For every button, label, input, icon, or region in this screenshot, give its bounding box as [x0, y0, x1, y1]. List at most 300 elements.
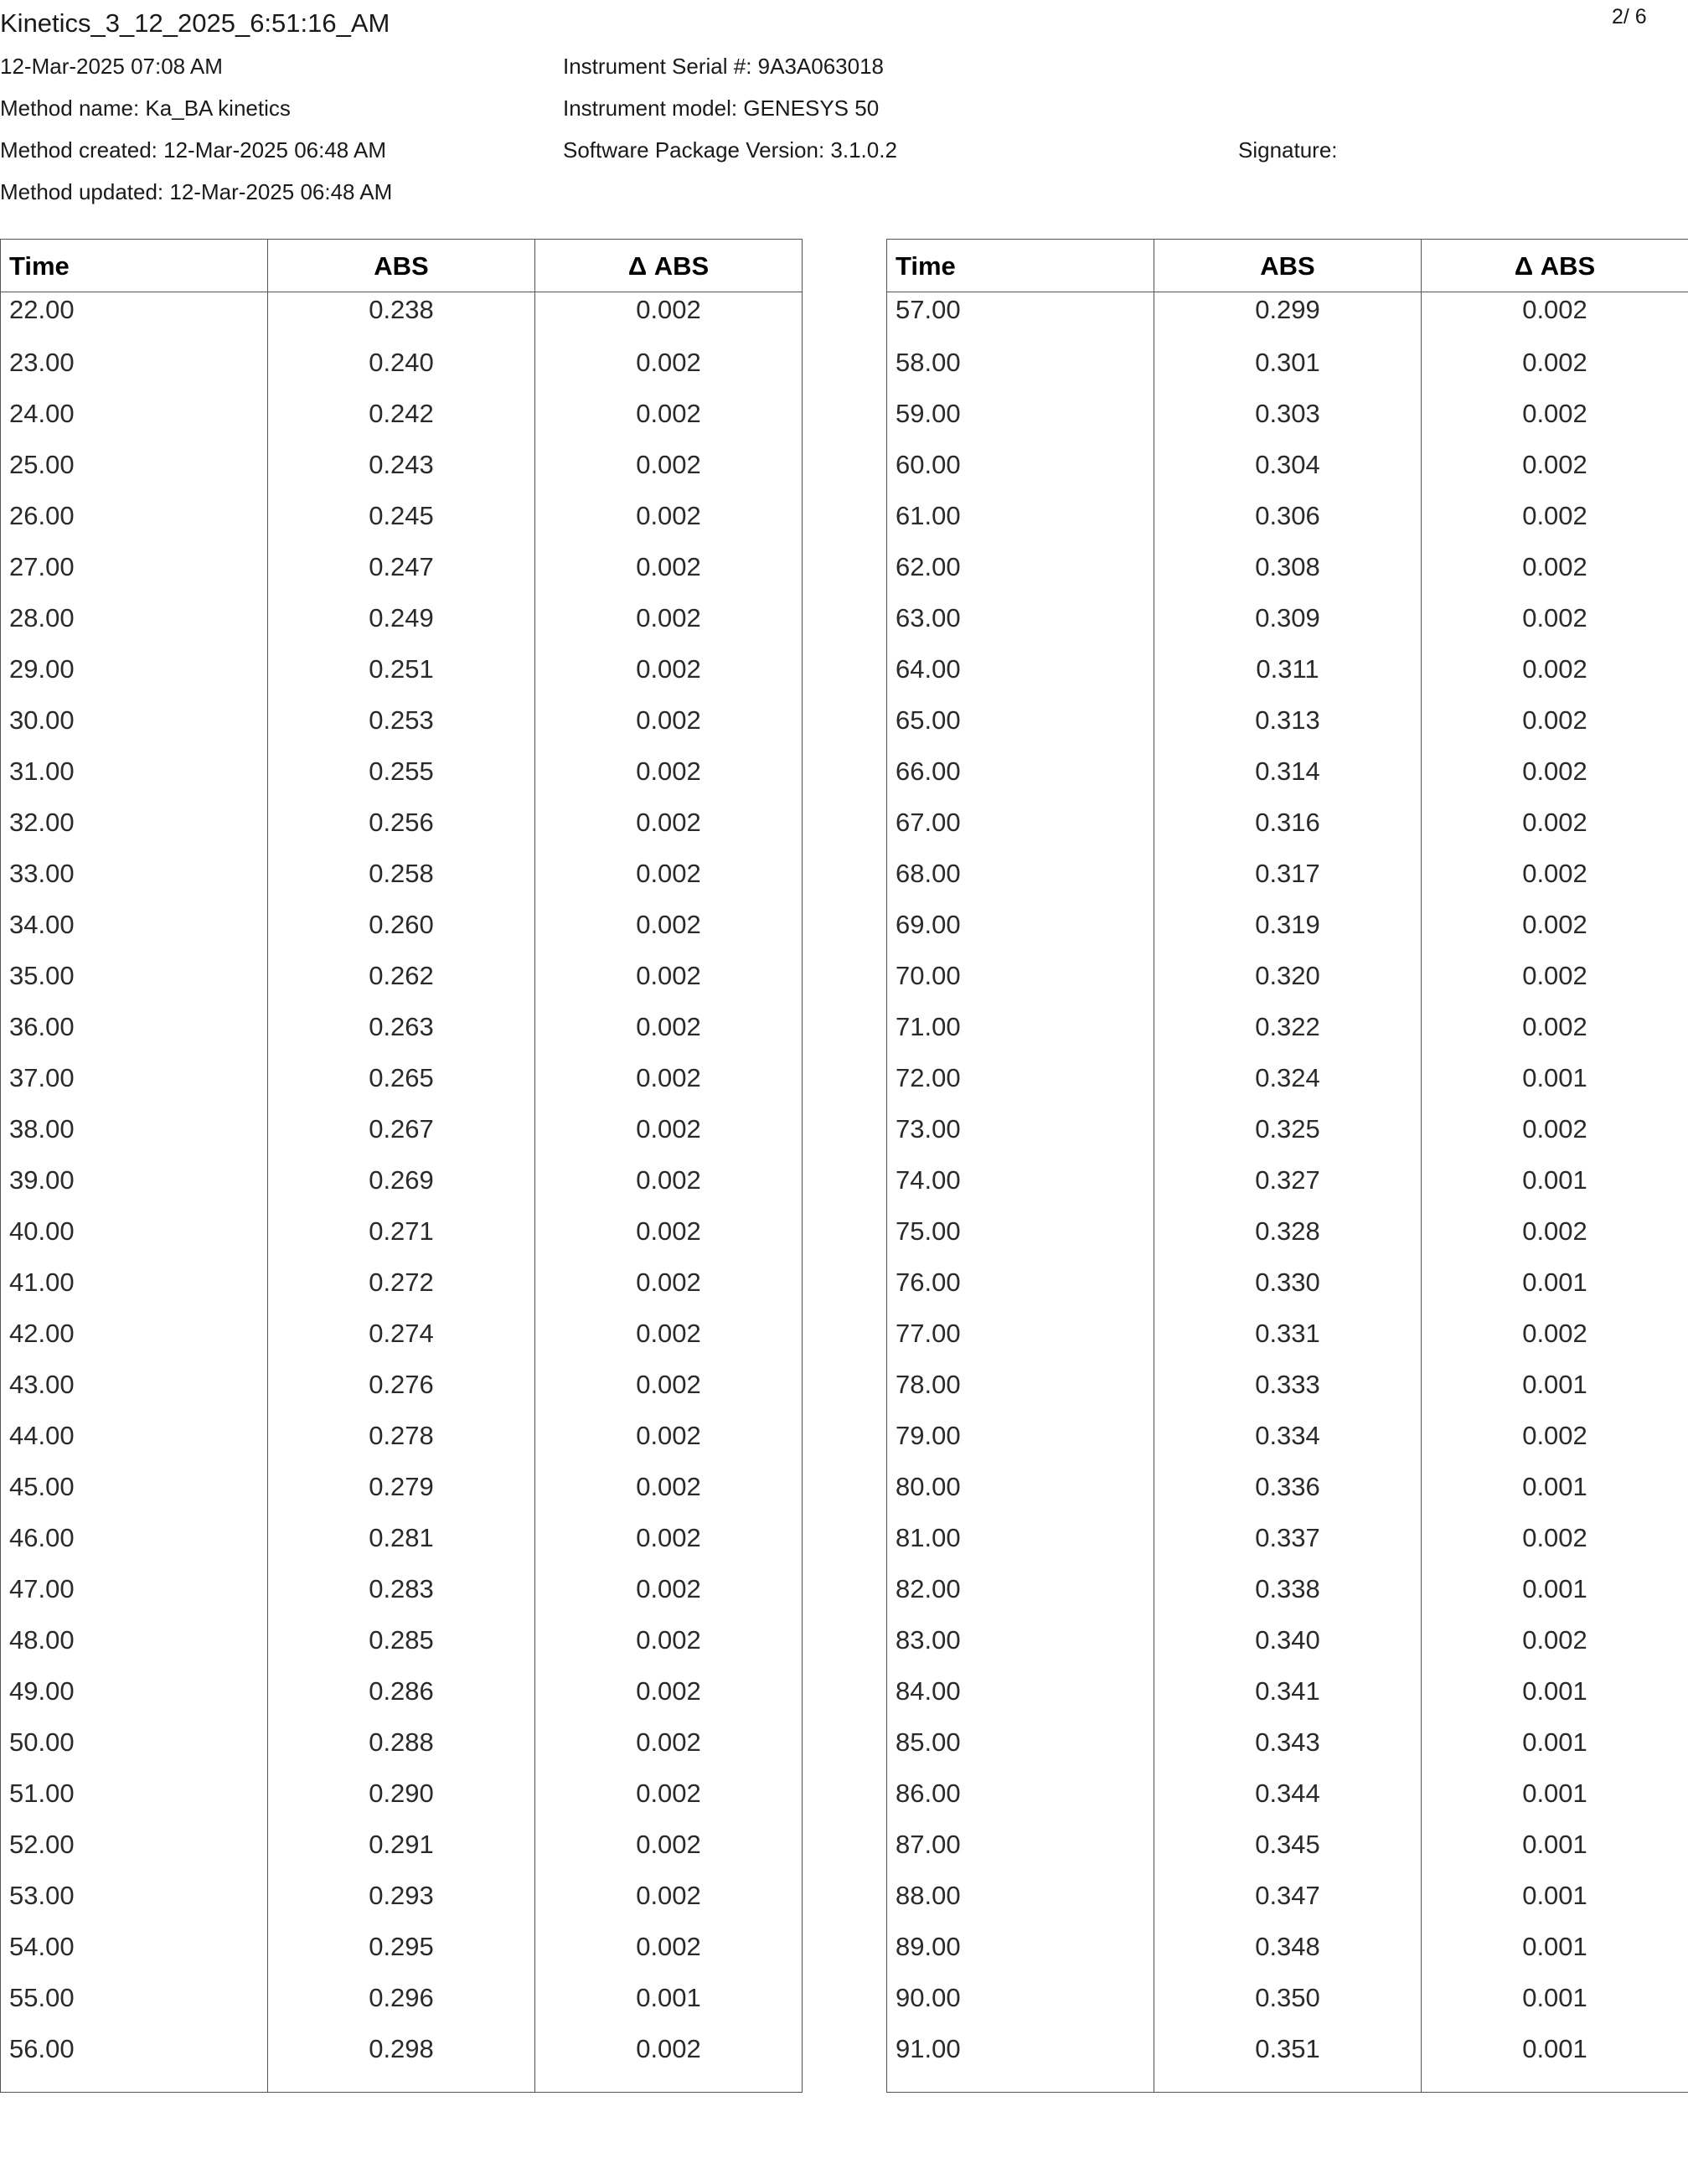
cell-abs: 0.251: [268, 650, 535, 701]
cell-delta-abs: 0.002: [535, 2030, 803, 2093]
cell-abs: 0.319: [1154, 906, 1422, 957]
cell-abs: 0.333: [1154, 1366, 1422, 1417]
table-row: [1, 1519, 803, 1570]
column-header-time: Time: [887, 240, 1154, 292]
report-datetime: 12-Mar-2025 07:08 AM: [0, 54, 223, 79]
table-row: [887, 2030, 1688, 2093]
cell-delta-abs: 0.001: [1422, 1366, 1688, 1417]
cell-abs: 0.240: [268, 343, 535, 395]
table-row: [1, 1672, 803, 1723]
cell-time: 22.00: [1, 292, 268, 343]
table-row: [1, 1979, 803, 2030]
cell-time: 60.00: [887, 446, 1154, 497]
cell-time: 42.00: [1, 1314, 268, 1366]
cell-time: 62.00: [887, 548, 1154, 599]
cell-abs: 0.291: [268, 1825, 535, 1877]
table-row: [887, 1672, 1688, 1723]
cell-time: 57.00: [887, 292, 1154, 343]
cell-time: 52.00: [1, 1825, 268, 1877]
cell-delta-abs: 0.001: [1422, 1825, 1688, 1877]
table-row: [887, 1825, 1688, 1877]
cell-time: 25.00: [1, 446, 268, 497]
cell-abs: 0.245: [268, 497, 535, 548]
table-row: [1, 1161, 803, 1212]
table-row: [1, 906, 803, 957]
cell-abs: 0.351: [1154, 2030, 1422, 2093]
table-row: [887, 1621, 1688, 1672]
cell-time: 41.00: [1, 1263, 268, 1314]
cell-delta-abs: 0.002: [535, 1366, 803, 1417]
cell-time: 81.00: [887, 1519, 1154, 1570]
table-header-row: [887, 240, 1688, 292]
cell-delta-abs: 0.002: [1422, 854, 1688, 906]
cell-time: 31.00: [1, 752, 268, 803]
cell-abs: 0.313: [1154, 701, 1422, 752]
cell-delta-abs: 0.002: [535, 548, 803, 599]
cell-time: 61.00: [887, 497, 1154, 548]
cell-abs: 0.350: [1154, 1979, 1422, 2030]
cell-abs: 0.345: [1154, 1825, 1422, 1877]
cell-abs: 0.347: [1154, 1877, 1422, 1928]
cell-abs: 0.274: [268, 1314, 535, 1366]
cell-delta-abs: 0.002: [1422, 446, 1688, 497]
cell-delta-abs: 0.002: [535, 1774, 803, 1825]
cell-time: 30.00: [1, 701, 268, 752]
table-row: [1, 1621, 803, 1672]
cell-delta-abs: 0.002: [535, 1825, 803, 1877]
cell-abs: 0.316: [1154, 803, 1422, 854]
cell-abs: 0.279: [268, 1468, 535, 1519]
table-row: [887, 395, 1688, 446]
cell-time: 32.00: [1, 803, 268, 854]
instrument-serial: Instrument Serial #: 9A3A063018: [563, 54, 885, 79]
data-table-right: [886, 239, 1688, 2093]
cell-abs: 0.301: [1154, 343, 1422, 395]
cell-abs: 0.328: [1154, 1212, 1422, 1263]
column-header-delta-abs: Δ ABS: [535, 240, 803, 292]
cell-delta-abs: 0.002: [1422, 1212, 1688, 1263]
cell-abs: 0.286: [268, 1672, 535, 1723]
cell-delta-abs: 0.002: [535, 1468, 803, 1519]
document-title: Kinetics_3_12_2025_6:51:16_AM: [0, 8, 390, 38]
cell-time: 71.00: [887, 1008, 1154, 1059]
method-updated: Method updated: 12-Mar-2025 06:48 AM: [0, 179, 393, 204]
cell-abs: 0.299: [1154, 292, 1422, 343]
method-name: Method name: Ka_BA kinetics: [0, 96, 291, 121]
table-row: [887, 1928, 1688, 1979]
cell-abs: 0.309: [1154, 599, 1422, 650]
table-row: [887, 1877, 1688, 1928]
cell-delta-abs: 0.002: [1422, 752, 1688, 803]
cell-abs: 0.344: [1154, 1774, 1422, 1825]
cell-delta-abs: 0.002: [1422, 906, 1688, 957]
table-row: [1, 650, 803, 701]
cell-delta-abs: 0.002: [535, 1263, 803, 1314]
cell-time: 88.00: [887, 1877, 1154, 1928]
cell-delta-abs: 0.002: [535, 1723, 803, 1774]
table-row: [887, 1570, 1688, 1621]
cell-time: 50.00: [1, 1723, 268, 1774]
table-row: [1, 1570, 803, 1621]
table-row: [887, 1059, 1688, 1110]
table-row: [887, 1161, 1688, 1212]
cell-abs: 0.288: [268, 1723, 535, 1774]
cell-delta-abs: 0.002: [535, 1314, 803, 1366]
table-row: [1, 292, 803, 343]
cell-abs: 0.331: [1154, 1314, 1422, 1366]
cell-delta-abs: 0.001: [1422, 1928, 1688, 1979]
cell-time: 56.00: [1, 2030, 268, 2093]
cell-delta-abs: 0.001: [1422, 1979, 1688, 2030]
table-row: [887, 497, 1688, 548]
cell-time: 49.00: [1, 1672, 268, 1723]
table-row: [1, 497, 803, 548]
cell-time: 28.00: [1, 599, 268, 650]
table-row: [887, 446, 1688, 497]
cell-abs: 0.267: [268, 1110, 535, 1161]
cell-abs: 0.303: [1154, 395, 1422, 446]
table-row: [887, 343, 1688, 395]
cell-time: 76.00: [887, 1263, 1154, 1314]
table-row: [1, 1314, 803, 1366]
table-row: [887, 1723, 1688, 1774]
table-row: [1, 752, 803, 803]
cell-delta-abs: 0.002: [1422, 497, 1688, 548]
cell-time: 72.00: [887, 1059, 1154, 1110]
cell-delta-abs: 0.002: [535, 1008, 803, 1059]
cell-time: 23.00: [1, 343, 268, 395]
cell-abs: 0.271: [268, 1212, 535, 1263]
cell-abs: 0.283: [268, 1570, 535, 1621]
cell-abs: 0.348: [1154, 1928, 1422, 1979]
cell-abs: 0.238: [268, 292, 535, 343]
table-row: [1, 1928, 803, 1979]
cell-delta-abs: 0.002: [1422, 395, 1688, 446]
cell-delta-abs: 0.001: [1422, 1263, 1688, 1314]
cell-delta-abs: 0.002: [1422, 1621, 1688, 1672]
cell-delta-abs: 0.002: [1422, 803, 1688, 854]
cell-delta-abs: 0.001: [1422, 1672, 1688, 1723]
cell-delta-abs: 0.001: [1422, 1468, 1688, 1519]
table-row: [887, 957, 1688, 1008]
cell-abs: 0.306: [1154, 497, 1422, 548]
table-row: [887, 854, 1688, 906]
cell-abs: 0.298: [268, 2030, 535, 2093]
cell-abs: 0.276: [268, 1366, 535, 1417]
cell-time: 91.00: [887, 2030, 1154, 2093]
cell-delta-abs: 0.002: [535, 1059, 803, 1110]
cell-abs: 0.256: [268, 803, 535, 854]
cell-time: 66.00: [887, 752, 1154, 803]
cell-abs: 0.262: [268, 957, 535, 1008]
table-row: [887, 1774, 1688, 1825]
cell-abs: 0.341: [1154, 1672, 1422, 1723]
table-row: [887, 548, 1688, 599]
table-row: [1, 701, 803, 752]
cell-abs: 0.338: [1154, 1570, 1422, 1621]
cell-abs: 0.314: [1154, 752, 1422, 803]
cell-delta-abs: 0.002: [1422, 548, 1688, 599]
cell-time: 47.00: [1, 1570, 268, 1621]
cell-abs: 0.317: [1154, 854, 1422, 906]
cell-delta-abs: 0.002: [1422, 343, 1688, 395]
table-row: [1, 1110, 803, 1161]
method-created: Method created: 12-Mar-2025 06:48 AM: [0, 137, 387, 163]
cell-abs: 0.324: [1154, 1059, 1422, 1110]
cell-delta-abs: 0.002: [535, 1877, 803, 1928]
cell-delta-abs: 0.002: [535, 599, 803, 650]
table-row: [1, 957, 803, 1008]
cell-abs: 0.269: [268, 1161, 535, 1212]
cell-delta-abs: 0.001: [1422, 1723, 1688, 1774]
table-row: [887, 1979, 1688, 2030]
cell-delta-abs: 0.002: [535, 1212, 803, 1263]
cell-abs: 0.296: [268, 1979, 535, 2030]
cell-delta-abs: 0.002: [1422, 701, 1688, 752]
cell-time: 51.00: [1, 1774, 268, 1825]
table-row: [887, 906, 1688, 957]
cell-delta-abs: 0.002: [535, 1621, 803, 1672]
table-row: [1, 1059, 803, 1110]
cell-delta-abs: 0.002: [535, 752, 803, 803]
cell-time: 67.00: [887, 803, 1154, 854]
cell-time: 46.00: [1, 1519, 268, 1570]
cell-time: 58.00: [887, 343, 1154, 395]
cell-time: 33.00: [1, 854, 268, 906]
cell-delta-abs: 0.001: [535, 1979, 803, 2030]
table-row: [887, 752, 1688, 803]
table-row: [1, 1366, 803, 1417]
table-row: [1, 1468, 803, 1519]
table-row: [1, 1417, 803, 1468]
cell-abs: 0.325: [1154, 1110, 1422, 1161]
cell-delta-abs: 0.002: [535, 701, 803, 752]
cell-delta-abs: 0.002: [535, 343, 803, 395]
cell-delta-abs: 0.002: [535, 1928, 803, 1979]
cell-delta-abs: 0.002: [535, 1519, 803, 1570]
cell-abs: 0.260: [268, 906, 535, 957]
table-row: [887, 1468, 1688, 1519]
cell-delta-abs: 0.002: [535, 854, 803, 906]
cell-abs: 0.334: [1154, 1417, 1422, 1468]
cell-abs: 0.340: [1154, 1621, 1422, 1672]
cell-time: 59.00: [887, 395, 1154, 446]
cell-time: 54.00: [1, 1928, 268, 1979]
cell-delta-abs: 0.002: [1422, 957, 1688, 1008]
cell-abs: 0.293: [268, 1877, 535, 1928]
table-row: [1, 343, 803, 395]
cell-abs: 0.265: [268, 1059, 535, 1110]
cell-delta-abs: 0.002: [535, 1161, 803, 1212]
cell-time: 38.00: [1, 1110, 268, 1161]
cell-abs: 0.285: [268, 1621, 535, 1672]
cell-delta-abs: 0.001: [1422, 1877, 1688, 1928]
cell-time: 35.00: [1, 957, 268, 1008]
column-header-time: Time: [1, 240, 268, 292]
cell-delta-abs: 0.002: [535, 497, 803, 548]
software-version: Software Package Version: 3.1.0.2: [563, 137, 897, 163]
cell-abs: 0.327: [1154, 1161, 1422, 1212]
table-row: [1, 1877, 803, 1928]
cell-time: 78.00: [887, 1366, 1154, 1417]
table-row: [1, 1008, 803, 1059]
cell-time: 63.00: [887, 599, 1154, 650]
table-row: [887, 803, 1688, 854]
cell-time: 29.00: [1, 650, 268, 701]
cell-delta-abs: 0.002: [535, 292, 803, 343]
cell-abs: 0.290: [268, 1774, 535, 1825]
cell-abs: 0.295: [268, 1928, 535, 1979]
data-table-left: [0, 239, 803, 2093]
signature-label: Signature:: [1238, 137, 1338, 163]
table-row: [887, 1417, 1688, 1468]
cell-time: 45.00: [1, 1468, 268, 1519]
cell-time: 26.00: [1, 497, 268, 548]
cell-delta-abs: 0.001: [1422, 2030, 1688, 2093]
table-row: [887, 292, 1688, 343]
cell-abs: 0.343: [1154, 1723, 1422, 1774]
table-row: [1, 2030, 803, 2093]
cell-delta-abs: 0.001: [1422, 1059, 1688, 1110]
cell-delta-abs: 0.002: [1422, 292, 1688, 343]
cell-time: 44.00: [1, 1417, 268, 1468]
cell-time: 65.00: [887, 701, 1154, 752]
table-row: [1, 1723, 803, 1774]
cell-delta-abs: 0.002: [535, 1672, 803, 1723]
cell-abs: 0.278: [268, 1417, 535, 1468]
table-row: [887, 650, 1688, 701]
cell-delta-abs: 0.001: [1422, 1161, 1688, 1212]
page-number: 2/ 6: [1612, 5, 1647, 28]
cell-abs: 0.337: [1154, 1519, 1422, 1570]
cell-abs: 0.253: [268, 701, 535, 752]
cell-delta-abs: 0.002: [535, 1110, 803, 1161]
cell-time: 89.00: [887, 1928, 1154, 1979]
cell-abs: 0.272: [268, 1263, 535, 1314]
cell-abs: 0.281: [268, 1519, 535, 1570]
cell-time: 69.00: [887, 906, 1154, 957]
cell-delta-abs: 0.002: [1422, 599, 1688, 650]
table-row: [1, 854, 803, 906]
cell-time: 83.00: [887, 1621, 1154, 1672]
cell-time: 39.00: [1, 1161, 268, 1212]
cell-time: 74.00: [887, 1161, 1154, 1212]
cell-delta-abs: 0.002: [1422, 1110, 1688, 1161]
cell-time: 80.00: [887, 1468, 1154, 1519]
instrument-model: Instrument model: GENESYS 50: [563, 96, 880, 121]
table-row: [1, 548, 803, 599]
cell-time: 79.00: [887, 1417, 1154, 1468]
cell-abs: 0.243: [268, 446, 535, 497]
cell-delta-abs: 0.002: [535, 1417, 803, 1468]
cell-time: 34.00: [1, 906, 268, 957]
cell-time: 70.00: [887, 957, 1154, 1008]
table-row: [887, 1212, 1688, 1263]
cell-abs: 0.320: [1154, 957, 1422, 1008]
table-row: [887, 599, 1688, 650]
cell-delta-abs: 0.002: [1422, 1417, 1688, 1468]
cell-time: 24.00: [1, 395, 268, 446]
table-row: [887, 1263, 1688, 1314]
table-header-row: [1, 240, 803, 292]
cell-time: 84.00: [887, 1672, 1154, 1723]
cell-abs: 0.308: [1154, 548, 1422, 599]
cell-time: 48.00: [1, 1621, 268, 1672]
table-row: [1, 1212, 803, 1263]
cell-delta-abs: 0.002: [535, 906, 803, 957]
table-row: [887, 1366, 1688, 1417]
cell-time: 55.00: [1, 1979, 268, 2030]
cell-delta-abs: 0.002: [1422, 1314, 1688, 1366]
column-header-abs: ABS: [268, 240, 535, 292]
cell-abs: 0.330: [1154, 1263, 1422, 1314]
cell-abs: 0.263: [268, 1008, 535, 1059]
cell-time: 36.00: [1, 1008, 268, 1059]
table-row: [1, 599, 803, 650]
cell-time: 90.00: [887, 1979, 1154, 2030]
cell-abs: 0.304: [1154, 446, 1422, 497]
cell-abs: 0.255: [268, 752, 535, 803]
cell-abs: 0.242: [268, 395, 535, 446]
cell-time: 27.00: [1, 548, 268, 599]
table-row: [887, 701, 1688, 752]
cell-abs: 0.258: [268, 854, 535, 906]
cell-delta-abs: 0.002: [1422, 1519, 1688, 1570]
cell-delta-abs: 0.001: [1422, 1774, 1688, 1825]
cell-time: 73.00: [887, 1110, 1154, 1161]
cell-abs: 0.249: [268, 599, 535, 650]
column-header-delta-abs: Δ ABS: [1422, 240, 1688, 292]
cell-time: 53.00: [1, 1877, 268, 1928]
table-row: [887, 1008, 1688, 1059]
cell-abs: 0.322: [1154, 1008, 1422, 1059]
cell-delta-abs: 0.002: [1422, 650, 1688, 701]
cell-time: 86.00: [887, 1774, 1154, 1825]
cell-abs: 0.247: [268, 548, 535, 599]
cell-time: 64.00: [887, 650, 1154, 701]
cell-time: 82.00: [887, 1570, 1154, 1621]
table-row: [1, 1263, 803, 1314]
cell-delta-abs: 0.002: [535, 957, 803, 1008]
table-row: [887, 1110, 1688, 1161]
cell-time: 77.00: [887, 1314, 1154, 1366]
cell-delta-abs: 0.002: [1422, 1008, 1688, 1059]
cell-time: 75.00: [887, 1212, 1154, 1263]
table-row: [1, 1825, 803, 1877]
cell-delta-abs: 0.002: [535, 650, 803, 701]
table-row: [1, 446, 803, 497]
cell-time: 37.00: [1, 1059, 268, 1110]
cell-delta-abs: 0.002: [535, 1570, 803, 1621]
table-row: [1, 803, 803, 854]
cell-time: 43.00: [1, 1366, 268, 1417]
cell-abs: 0.311: [1154, 650, 1422, 701]
table-row: [887, 1314, 1688, 1366]
cell-delta-abs: 0.001: [1422, 1570, 1688, 1621]
table-row: [1, 395, 803, 446]
cell-time: 40.00: [1, 1212, 268, 1263]
cell-delta-abs: 0.002: [535, 446, 803, 497]
cell-delta-abs: 0.002: [535, 803, 803, 854]
cell-time: 85.00: [887, 1723, 1154, 1774]
table-row: [1, 1774, 803, 1825]
cell-delta-abs: 0.002: [535, 395, 803, 446]
cell-time: 87.00: [887, 1825, 1154, 1877]
cell-abs: 0.336: [1154, 1468, 1422, 1519]
column-header-abs: ABS: [1154, 240, 1422, 292]
cell-time: 68.00: [887, 854, 1154, 906]
table-row: [887, 1519, 1688, 1570]
